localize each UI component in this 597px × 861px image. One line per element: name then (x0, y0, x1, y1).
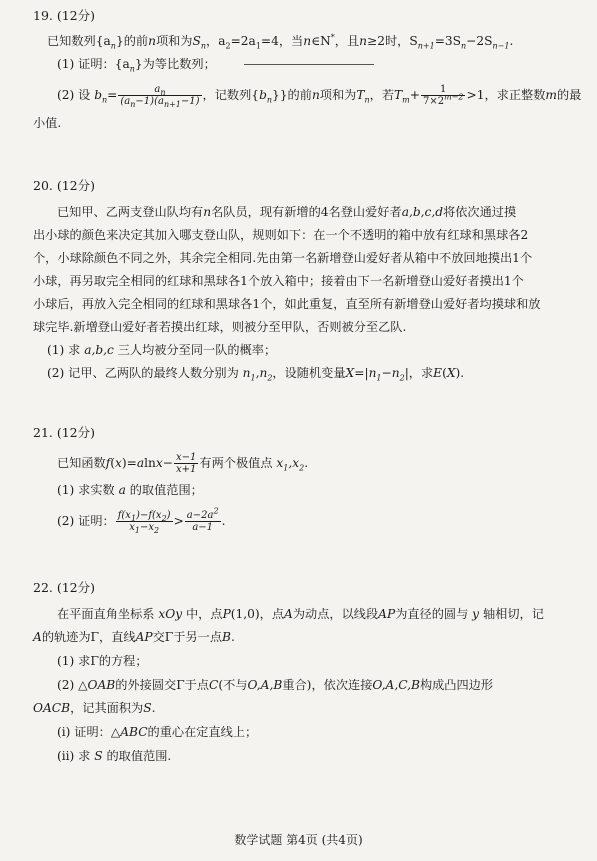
fraction-diff-quotient: $\frac{f(x_1)-f(x_2)}{x_1-x_2}$ (117, 510, 171, 535)
q19-part1: (1) 证明：$\{a_n\}$为等比数列； (57, 56, 374, 72)
q20-line6: 球完毕.新增登山爱好者若摸出红球，则被分至甲队，否则被分至乙队. (33, 320, 407, 334)
q21-header: 21. (12分) (33, 425, 96, 440)
fraction-tm: $\frac{1}{7\times 2^{m-2}}$ (422, 84, 464, 107)
q21-part2: (2) 证明： $\frac{f(x_1)-f(x_2)}{x_1-x_2}$ > $\frac{a-2a^2}{a-1}$ . (57, 506, 226, 535)
q20-line3: 个，小球除颜色不同之外，其余完全相同.先由第一名新增登山爱好者从箱中不放回地摸出1个 (33, 251, 533, 265)
q19-header: 19. (12分) (33, 8, 96, 23)
q22-part2: (2) △OAB的外接圆交Γ于点C(不与O,A,B重合)，依次连接O,A,C,B构成凸四边形 (57, 678, 494, 692)
q20-part1: (1) 求 a,b,c 三人均被分至同一队的概率； (47, 343, 277, 357)
q20-header: 20. (12分) (33, 178, 96, 193)
q22-line1: 在平面直角坐标系 xOy 中，点P(1,0)，点A为动点，以线段AP为直径的圆与 y 轴相切，记 (57, 607, 544, 621)
answer-blank-line (244, 64, 374, 65)
page-footer: 数学试题 第4页 (共4页) (234, 833, 363, 847)
q19-part2: (2) 设 $b_n=$ $\frac{a_n}{(a_n-1)(a_{n+1}-1)}$ ，记数列$\{b_n\}$}的前n项和为$T_n$，若$T_m+$ $\frac{1}{7\times 2^{m-2}}$ >1，求正整数m的最 (57, 84, 582, 109)
q22-sub1: (i) 证明：△ABC的重心在定直线上； (57, 725, 258, 739)
fraction-bn: $\frac{a_n}{(a_n-1)(a_{n+1}-1)}$ (120, 84, 200, 109)
q20-line1: 已知甲、乙两支登山队均有n名队员，现有新增的4名登山爱好者a,b,c,d将依次通过摸 (57, 205, 517, 219)
q19-statement: 已知数列$\{a_n\}$的前n项和为$S_n$，$a_2=2a_1=4$，当n∈N*，且n≥2时，$S_{n+1}=3S_n-2S_{n-1}$. (47, 32, 514, 51)
q20-line2: 出小球的颜色来决定其加入哪支登山队，规则如下：在一个不透明的箱中放有红球和黑球各2 (33, 228, 529, 242)
fraction-fx: $\frac{x-1}{x+1}$ (176, 452, 197, 475)
q22-part2-cont: OACB，记其面积为S. (33, 701, 156, 715)
q21-statement: 已知函数f(x)=alnx− $\frac{x-1}{x+1}$ 有两个极值点 $x_1,x_2$. (57, 452, 309, 475)
q19-part2-cont: 小值. (33, 116, 62, 130)
q21-part1: (1) 求实数 a 的取值范围； (57, 483, 203, 497)
q20-line4: 小球，再另取完全相同的红球和黑球各1个放入箱中；接着由下一名新增登山爱好者摸出1个 (33, 274, 524, 288)
q22-header: 22. (12分) (33, 580, 96, 595)
q22-line2: A的轨迹为Γ，直线AP交Γ于另一点B. (33, 630, 235, 644)
q20-part2: (2) 记甲、乙两队的最终人数分别为 $n_1,n_2$，设随机变量$X=|n_1-n_2|$，求E(X). (47, 366, 465, 383)
q20-line5: 小球后，再放入完全相同的红球和黑球各1个，如此重复，直至所有新增登山爱好者均摸球和放 (33, 297, 541, 311)
fraction-rhs: $\frac{a-2a^2}{a-1}$ (186, 506, 219, 533)
q22-part1: (1) 求Γ的方程； (57, 654, 148, 668)
q22-sub2: (ii) 求 S 的取值范围. (57, 749, 172, 763)
